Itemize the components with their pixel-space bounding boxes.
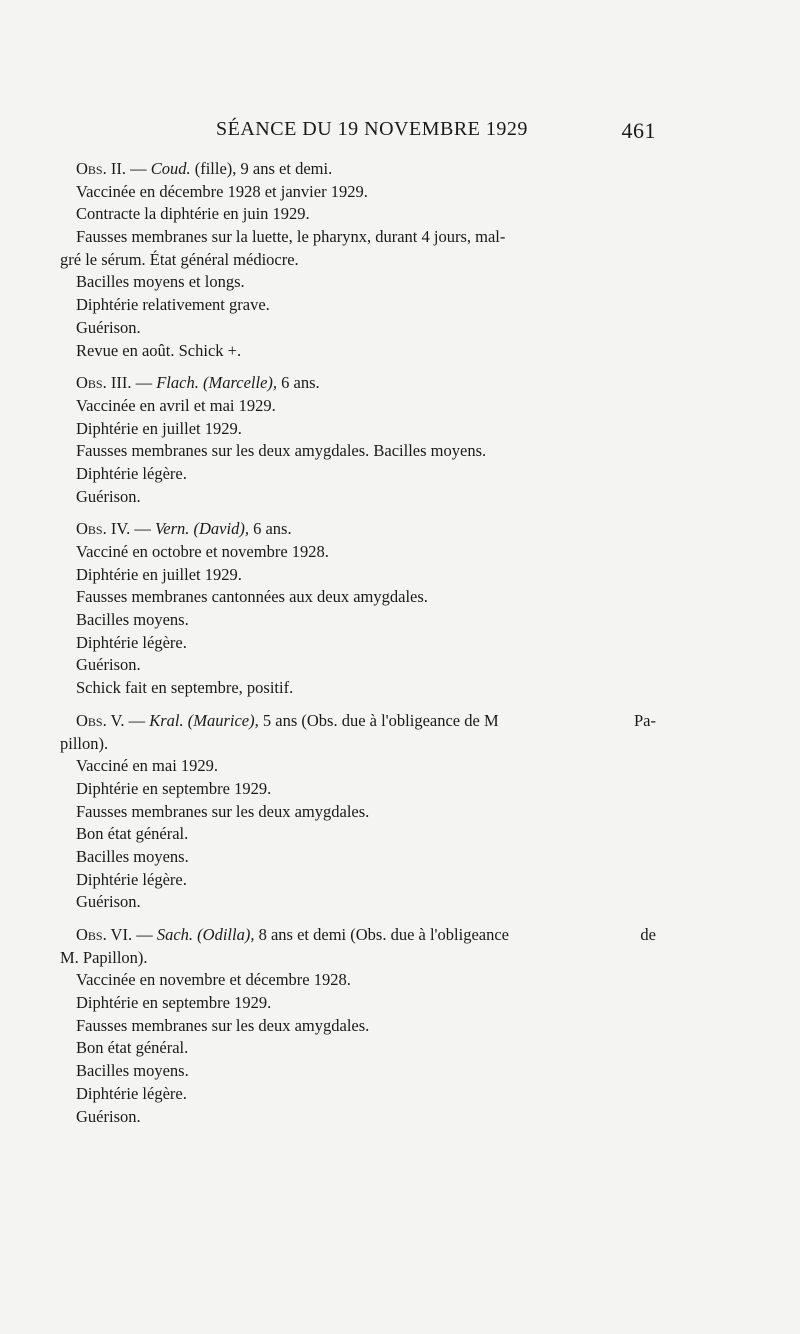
observation-heading: Obs. V. — Kral. (Maurice), 5 ans (Obs. due à l'obligeance de M Pa- bbox=[60, 710, 656, 733]
text-line: Diphtérie légère. bbox=[76, 632, 187, 652]
patient-firstname: (David), bbox=[193, 519, 249, 539]
text-line: Guérison. bbox=[76, 1106, 141, 1126]
observation-label: Obs. IV. bbox=[76, 519, 131, 539]
text-line: Diphtérie relativement grave. bbox=[76, 295, 270, 315]
text-line: Fausses membranes cantonnées aux deux amygdales. bbox=[76, 587, 428, 607]
text-line: Bacilles moyens. bbox=[76, 846, 189, 866]
hyphenated-word-start: Pa- bbox=[634, 710, 656, 730]
text-line: Diphtérie en juillet 1929. bbox=[76, 418, 242, 438]
observation-heading: Obs. III. — Flach. (Marcelle), 6 ans. bbox=[76, 373, 320, 393]
text-line: Bon état général. bbox=[76, 1038, 189, 1058]
text-line: pillon). bbox=[60, 733, 109, 753]
text-line: Diphtérie légère. bbox=[76, 869, 187, 889]
patient-details: 6 ans. bbox=[281, 373, 320, 393]
patient-firstname: (Maurice), bbox=[187, 710, 259, 730]
text-line: gré le sérum. État général médiocre. bbox=[60, 249, 299, 269]
observation-label: Obs. II. bbox=[76, 159, 126, 178]
observation-5 bbox=[60, 710, 656, 914]
patient-firstname: (Marcelle), bbox=[202, 373, 278, 393]
text-line: Vaccinée en décembre 1928 et janvier 1929. bbox=[76, 181, 368, 201]
observation-2 bbox=[60, 158, 656, 362]
text-line: Revue en août. Schick +. bbox=[76, 340, 242, 360]
text-line: Fausses membranes sur les deux amygdales. bbox=[76, 1015, 370, 1035]
patient-name: Coud. bbox=[150, 159, 191, 178]
patient-details: 8 ans et demi (Obs. due à l'obligeance bbox=[258, 925, 509, 944]
text-line: Schick fait en septembre, positif. bbox=[76, 678, 294, 698]
text-line: Contracte la diphtérie en juin 1929. bbox=[76, 204, 310, 224]
observation-heading: Obs. II. — Coud. (fille), 9 ans et demi. bbox=[76, 159, 333, 178]
observation-6 bbox=[60, 924, 656, 1128]
header-title: SÉANCE DU 19 NOVEMBRE 1929 bbox=[216, 118, 528, 140]
text-line: Diphtérie en septembre 1929. bbox=[76, 778, 272, 798]
observation-heading: Obs. VI. — Sach. (Odilla), 8 ans et demi (Obs. due à l'obligeance de bbox=[60, 924, 656, 947]
observation-label: Obs. III. bbox=[76, 373, 132, 393]
page-body bbox=[60, 158, 656, 1138]
text-line: Guérison. bbox=[76, 486, 141, 506]
text-line: Bon état général. bbox=[76, 824, 189, 844]
text-line: Bacilles moyens. bbox=[76, 610, 189, 630]
observation-3 bbox=[60, 372, 656, 508]
text-line: Diphtérie en juillet 1929. bbox=[76, 564, 242, 584]
text-line: Bacilles moyens. bbox=[76, 1061, 189, 1081]
text-line: Diphtérie en septembre 1929. bbox=[76, 993, 272, 1013]
patient-name: Sach. bbox=[156, 925, 194, 944]
text-line: Fausses membranes sur la luette, le pharynx, durant 4 jours, mal- bbox=[76, 227, 506, 247]
patient-details: 5 ans (Obs. due à l'obligeance de M bbox=[262, 710, 499, 730]
text-line: Vacciné en octobre et novembre 1928. bbox=[76, 542, 329, 561]
text-line: Guérison. bbox=[76, 892, 141, 912]
patient-name: Kral. bbox=[149, 710, 184, 730]
patient-firstname: (Odilla), bbox=[197, 925, 255, 944]
patient-name: Flach. bbox=[156, 373, 199, 393]
text-line: Guérison. bbox=[76, 655, 141, 675]
observation-label: Obs. V. bbox=[76, 710, 125, 730]
text-line: M. Papillon). bbox=[60, 947, 148, 967]
page-number: 461 bbox=[621, 118, 656, 143]
patient-details: (fille), 9 ans et demi. bbox=[194, 159, 333, 178]
text-line: Diphtérie légère. bbox=[76, 463, 187, 483]
observation-label: Obs. VI. bbox=[76, 925, 133, 944]
text-line: Vaccinée en novembre et décembre 1928. bbox=[76, 970, 351, 990]
observation-heading: Obs. IV. — Vern. (David), 6 ans. bbox=[76, 519, 292, 539]
text-line: Fausses membranes sur les deux amygdales. Bacilles moyens. bbox=[76, 441, 487, 461]
patient-name: Vern. bbox=[155, 519, 190, 539]
text-line: Guérison. bbox=[76, 317, 141, 337]
line-end-word: de bbox=[640, 925, 656, 944]
text-line: Vacciné en mai 1929. bbox=[76, 756, 219, 776]
text-line: Vaccinée en avril et mai 1929. bbox=[76, 395, 276, 415]
text-line: Bacilles moyens et longs. bbox=[76, 272, 245, 292]
patient-details: 6 ans. bbox=[253, 519, 292, 539]
text-line: Fausses membranes sur les deux amygdales. bbox=[76, 801, 370, 821]
running-header bbox=[216, 118, 656, 144]
observation-4 bbox=[60, 518, 656, 700]
text-line: Diphtérie légère. bbox=[76, 1083, 187, 1103]
